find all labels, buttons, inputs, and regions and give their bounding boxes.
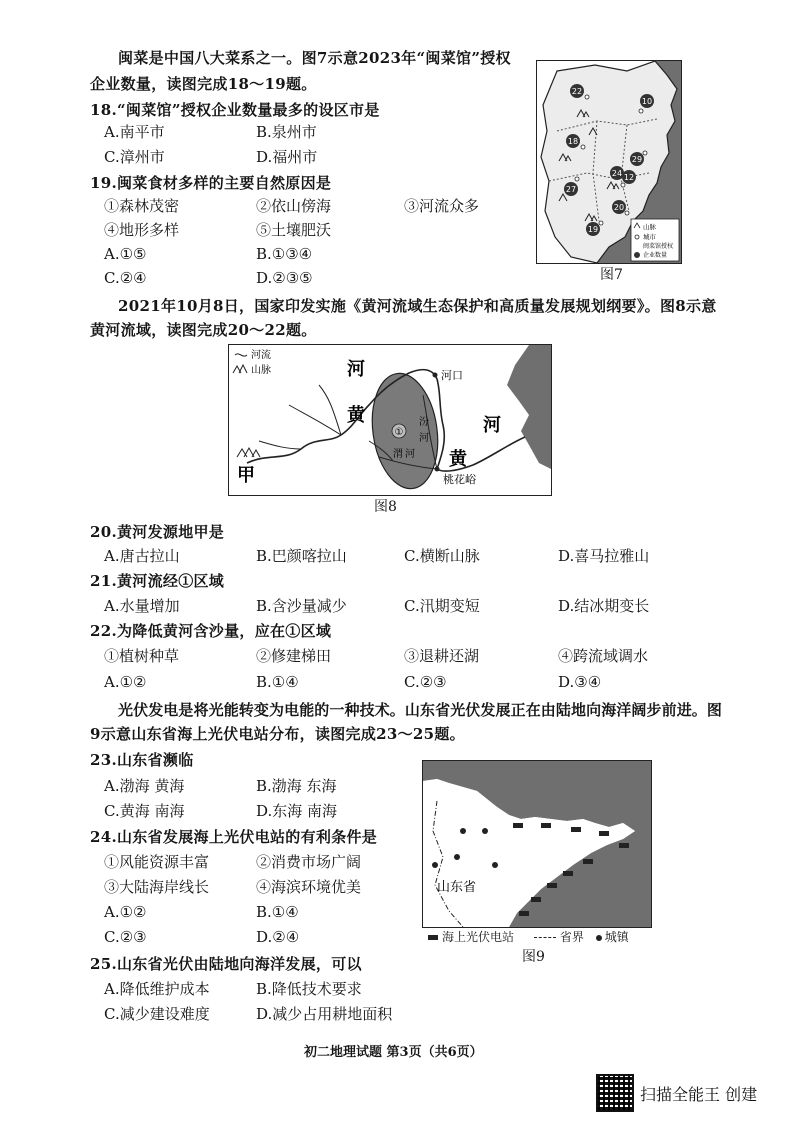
q22-statement-2: ②修建梯田 <box>256 647 332 665</box>
source-jia-label: 甲 <box>237 465 255 486</box>
legend-town-label: 城镇 <box>604 930 629 944</box>
figure-9-map <box>422 760 652 928</box>
mountain-icon <box>233 365 247 373</box>
fen-river-label-2: 河 <box>419 433 429 444</box>
tributary <box>289 405 341 435</box>
count-xiamen: 20 <box>613 203 625 212</box>
wei-river-label-2: 河 <box>405 449 415 460</box>
q22-option-a[interactable]: A.①② <box>104 673 147 691</box>
legend-border-label: 省界 <box>559 930 584 944</box>
river-icon <box>235 354 247 356</box>
intro-pv-line1: 光伏发电是将光能转变为电能的一种技术。山东省光伏发展正在由陆地向海洋阔步前进。图 <box>118 701 723 719</box>
q19-option-c[interactable]: C.②④ <box>104 269 147 287</box>
q19-statement-3: ③河流众多 <box>404 197 480 215</box>
q20-option-c[interactable]: C.横断山脉 <box>404 547 480 565</box>
question-23-stem: 23.山东省濒临 <box>90 751 194 769</box>
province-border-icon <box>534 937 556 938</box>
q22-statement-3: ③退耕还湖 <box>404 647 480 665</box>
sea-area <box>507 345 551 469</box>
legend-pv-label: 海上光伏电站 <box>442 930 515 944</box>
count-quanzhou: 24 <box>611 169 623 178</box>
tributary <box>319 385 341 435</box>
town-icon <box>596 935 602 941</box>
mountain-icon <box>237 448 260 457</box>
q22-option-c[interactable]: C.②③ <box>404 673 447 691</box>
wei-river-label-1: 渭 <box>393 449 403 460</box>
q23-option-c[interactable]: C.黄海 南海 <box>104 802 185 820</box>
q20-option-a[interactable]: A.唐古拉山 <box>104 547 180 565</box>
intro-fujian-line1: 闽菜是中国八大菜系之一。图7示意2023年“闽菜馆”授权 <box>118 49 511 67</box>
q18-option-b[interactable]: B.泉州市 <box>256 123 317 141</box>
taohuayu-marker <box>435 467 440 472</box>
q23-option-d[interactable]: D.东海 南海 <box>256 802 338 820</box>
q19-statement-4: ④地形多样 <box>104 221 180 239</box>
qr-code-icon <box>596 1074 634 1112</box>
river-char-he-upper: 河 <box>347 359 365 380</box>
q24-option-d[interactable]: D.②④ <box>256 928 300 946</box>
count-zhangzhou: 19 <box>587 225 599 234</box>
q21-option-b[interactable]: B.含沙量减少 <box>256 597 347 615</box>
q19-statement-2: ②依山傍海 <box>256 197 332 215</box>
count-ningde: 10 <box>641 97 653 106</box>
q22-option-d[interactable]: D.③④ <box>558 673 602 691</box>
q18-option-d[interactable]: D.福州市 <box>256 148 318 166</box>
legend-authorized-label: 闽菜馆授权 <box>643 243 674 250</box>
q21-option-a[interactable]: A.水量增加 <box>104 597 180 615</box>
river-char-huang-lower: 黄 <box>449 449 467 470</box>
question-20-stem: 20.黄河发源地甲是 <box>90 523 225 541</box>
q21-option-d[interactable]: D.结冰期变长 <box>558 597 650 615</box>
intro-fujian-line2: 企业数量，读图完成18～19题。 <box>90 75 317 93</box>
intro-yellow-river-line1: 2021年10月8日，国家印发实施《黄河流域生态保护和高质量发展规划纲要》。图8示意 <box>118 297 717 315</box>
legend-city-label: 城市 <box>643 233 656 241</box>
question-21-stem: 21.黄河流经①区域 <box>90 572 225 590</box>
question-22-stem: 22.为降低黄河含沙量，应在①区域 <box>90 622 332 640</box>
figure-9-legend <box>428 928 629 945</box>
river-char-huang-upper: 黄 <box>347 405 365 426</box>
q21-option-c[interactable]: C.汛期变短 <box>404 597 480 615</box>
hekou-label: 河口 <box>441 369 463 382</box>
count-sanming: 18 <box>567 137 579 146</box>
q19-statement-1: ①森林茂密 <box>104 197 180 215</box>
figure-7-caption: 图7 <box>600 267 623 283</box>
count-nanping: 22 <box>571 87 583 96</box>
pv-station-icon <box>428 935 438 940</box>
q19-option-d[interactable]: D.②③⑤ <box>256 269 313 287</box>
question-19-stem: 19.闽菜食材多样的主要自然原因是 <box>90 174 332 192</box>
shandong-map-drawing <box>423 761 651 927</box>
province-label: 山东省 <box>437 880 477 895</box>
q25-option-a[interactable]: A.降低维护成本 <box>104 980 210 998</box>
q25-option-b[interactable]: B.降低技术要求 <box>256 980 362 998</box>
q18-option-c[interactable]: C.漳州市 <box>104 148 165 166</box>
count-longyan: 27 <box>565 185 577 194</box>
q22-option-b[interactable]: B.①④ <box>256 673 299 691</box>
count-fuzhou: 29 <box>631 155 643 164</box>
region-1-label: ① <box>394 427 404 438</box>
q24-option-c[interactable]: C.②③ <box>104 928 147 946</box>
q19-statement-5: ⑤土壤肥沃 <box>256 221 332 239</box>
q24-statement-3: ③大陆海岸线长 <box>104 878 210 896</box>
count-marker-icon <box>634 252 640 258</box>
q25-option-d[interactable]: D.减少占用耕地面积 <box>256 1005 393 1023</box>
legend-count-label: 企业数量 <box>643 252 668 259</box>
city-icon <box>635 235 639 239</box>
question-18-stem: 18.“闽菜馆”授权企业数量最多的设区市是 <box>90 101 380 119</box>
q19-option-b[interactable]: B.①③④ <box>256 245 313 263</box>
q23-option-b[interactable]: B.渤海 东海 <box>256 777 337 795</box>
figure-7-map <box>536 60 682 264</box>
q24-statement-4: ④海滨环境优美 <box>256 878 362 896</box>
legend-mountain-label: 山脉 <box>643 223 656 231</box>
q23-option-a[interactable]: A.渤海 黄海 <box>104 777 185 795</box>
fen-river-label-1: 汾 <box>419 417 429 428</box>
figure-8-caption: 图8 <box>374 499 397 515</box>
q20-option-b[interactable]: B.巴颜喀拉山 <box>256 547 347 565</box>
q22-statement-4: ④跨流域调水 <box>558 647 649 665</box>
q25-option-c[interactable]: C.减少建设难度 <box>104 1005 210 1023</box>
q20-option-d[interactable]: D.喜马拉雅山 <box>558 547 650 565</box>
q24-statement-2: ②消费市场广阔 <box>256 853 362 871</box>
question-25-stem: 25.山东省光伏由陆地向海洋发展，可以 <box>90 955 362 973</box>
scanner-watermark: 扫描全能王 创建 <box>640 1085 758 1104</box>
taohuayu-label: 桃花峪 <box>443 473 476 486</box>
question-24-stem: 24.山东省发展海上光伏电站的有利条件是 <box>90 828 378 846</box>
figure-8-legend <box>233 348 271 376</box>
q22-statement-1: ①植树种草 <box>104 647 180 665</box>
page-footer: 初二地理试题 第3页（共6页） <box>304 1045 483 1060</box>
hekou-marker <box>433 373 438 378</box>
q24-statement-1: ①风能资源丰富 <box>104 853 210 871</box>
intro-pv-line2: 9示意山东省海上光伏电站分布，读图完成23～25题。 <box>90 725 465 743</box>
q18-option-a[interactable]: A.南平市 <box>104 123 165 141</box>
q24-option-b[interactable]: B.①④ <box>256 903 299 921</box>
legend-river-label: 河流 <box>251 350 271 361</box>
river-char-he-lower: 河 <box>483 415 501 436</box>
fujian-map-drawing <box>537 61 681 263</box>
legend-mountain-label: 山脉 <box>251 365 271 376</box>
figure-8-map <box>228 344 552 496</box>
intro-yellow-river-line2: 黄河流域，读图完成20～22题。 <box>90 321 317 339</box>
yellow-river-map-drawing <box>229 345 551 495</box>
tributary <box>259 441 301 449</box>
count-putian: 12 <box>623 173 635 182</box>
figure-7-legend <box>631 219 679 261</box>
q24-option-a[interactable]: A.①② <box>104 903 147 921</box>
q19-option-a[interactable]: A.①⑤ <box>104 245 147 263</box>
figure-9-caption: 图9 <box>522 949 545 965</box>
